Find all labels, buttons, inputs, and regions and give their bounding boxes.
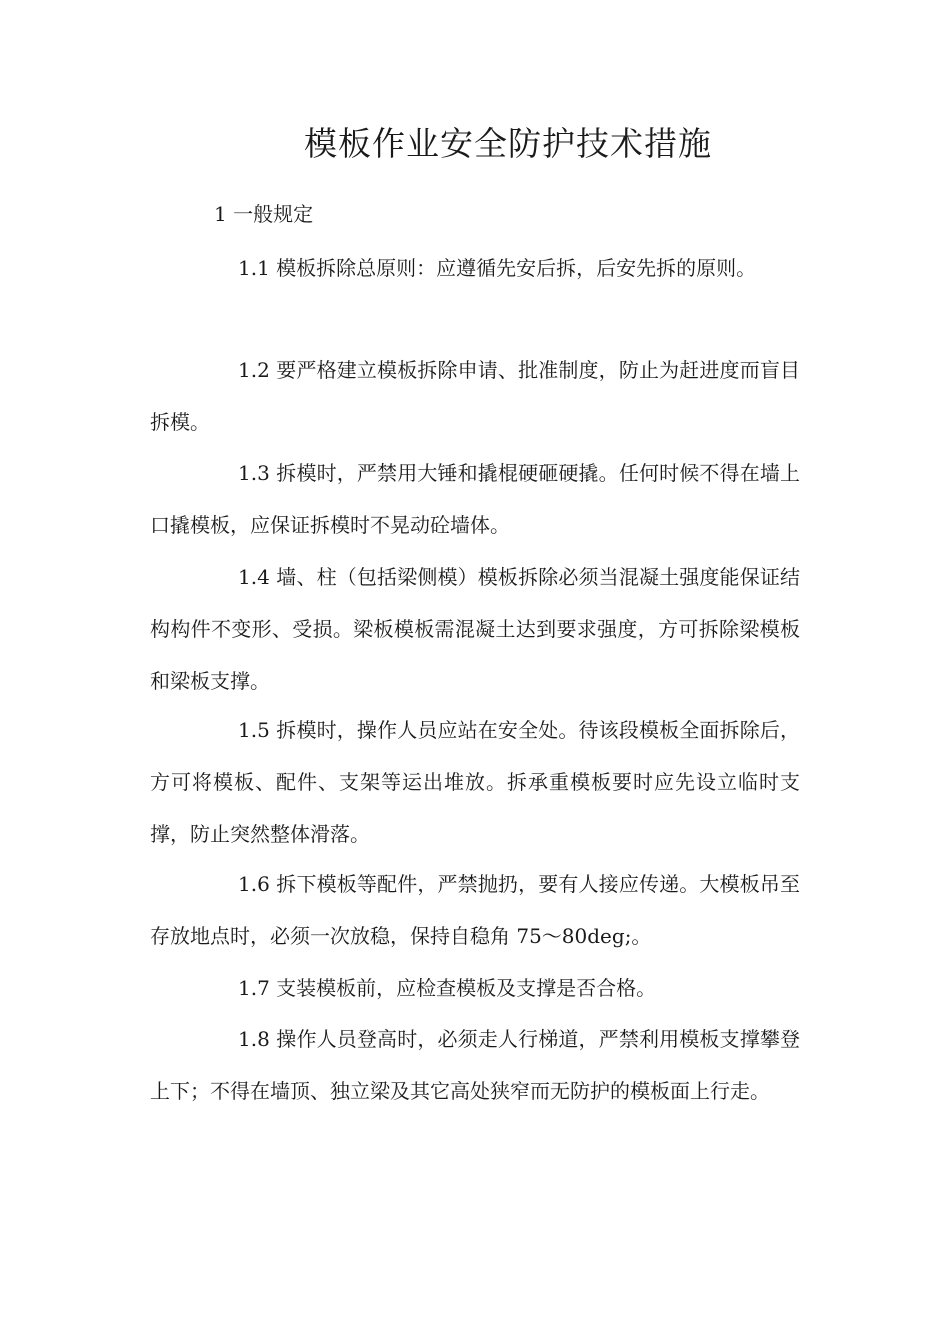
section-heading: 1 一般规定 xyxy=(214,202,314,226)
paragraph-1-2: 1.2 要严格建立模板拆除申请、批准制度，防止为赶进度而盲目拆模。 xyxy=(150,358,800,434)
paragraph-1-5: 1.5 拆模时，操作人员应站在安全处。待该段模板全面拆除后，方可将模板、配件、支架等运出堆放。拆承重模板要时应先设立临时支撑，防止突然整体滑落。 xyxy=(150,718,800,846)
paragraph-1-7: 1.7 支装模板前，应检查模板及支撑是否合格。 xyxy=(238,976,657,1000)
paragraph-1-8: 1.8 操作人员登高时，必须走人行梯道，严禁利用模板支撑攀登上下；不得在墙顶、独立梁及其它高处狭窄而无防护的模板面上行走。 xyxy=(150,1027,800,1103)
paragraph-1-6: 1.6 拆下模板等配件，严禁抛扔，要有人接应传递。大模板吊至存放地点时，必须一次放稳，保持自稳角 75～80deg;。 xyxy=(150,872,800,948)
paragraph-1-1: 1.1 模板拆除总原则：应遵循先安后拆，后安先拆的原则。 xyxy=(238,256,757,280)
page-title: 模板作业安全防护技术措施 xyxy=(304,124,712,163)
paragraph-1-3: 1.3 拆模时，严禁用大锤和撬棍硬砸硬撬。任何时候不得在墙上口撬模板，应保证拆模时不晃动砼墙体。 xyxy=(150,461,800,537)
paragraph-1-4: 1.4 墙、柱（包括梁侧模）模板拆除必须当混凝土强度能保证结构构件不变形、受损。梁板模板需混凝土达到要求强度，方可拆除梁模板和梁板支撑。 xyxy=(150,565,800,693)
